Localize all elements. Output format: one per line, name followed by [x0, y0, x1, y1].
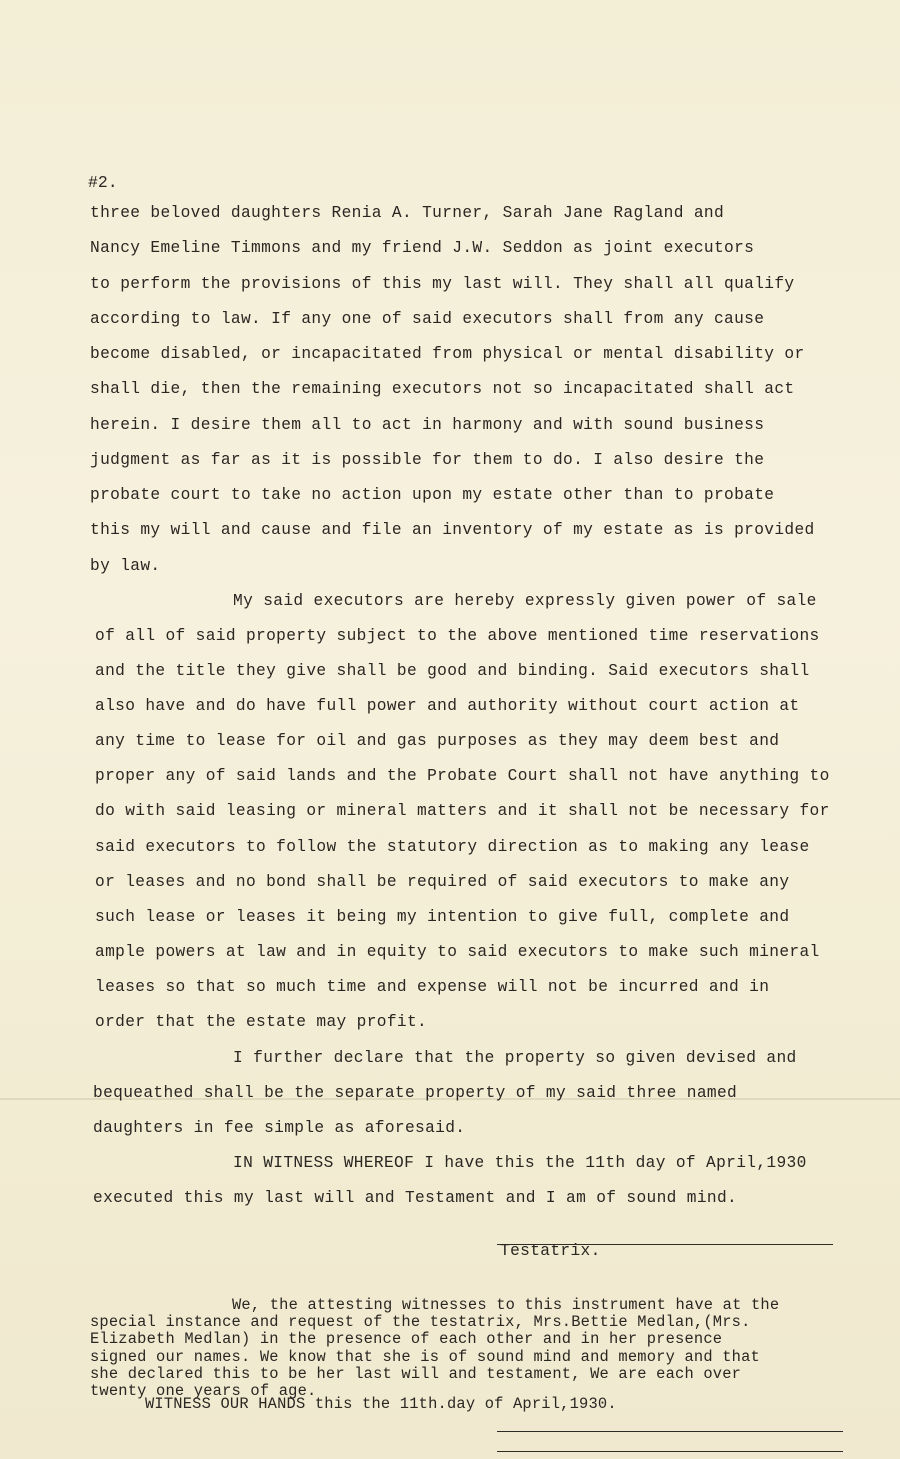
paragraph-2-line: said executors to follow the statutory direction as to making any lease [95, 838, 810, 856]
paragraph-1-line: by law. [90, 557, 161, 575]
paragraph-2-line: ample powers at law and in equity to said executors to make such mineral [95, 943, 820, 961]
attestation-line: she declared this to be her last will and testament, We are each over [90, 1365, 742, 1383]
paragraph-2-line: and the title they give shall be good and binding. Said executors shall [95, 662, 810, 680]
witness-whereof-line: executed this my last will and Testament and I am of sound mind. [93, 1189, 738, 1207]
paragraph-1-line: this my will and cause and file an inventory of my estate as is provided [90, 521, 815, 539]
paragraph-1-line: Nancy Emeline Timmons and my friend J.W. Seddon as joint executors [90, 239, 755, 257]
paragraph-1-line: to perform the provisions of this my last will. They shall all qualify [90, 275, 795, 293]
paragraph-2-line: or leases and no bond shall be required of said executors to make any [95, 873, 790, 891]
paragraph-2-line: leases so that so much time and expense will not be incurred and in [95, 978, 770, 996]
witness-signature-line [497, 1451, 843, 1452]
testatrix-label: Testatrix. [500, 1242, 601, 1260]
paragraph-2-line: also have and do have full power and authority without court action at [95, 697, 800, 715]
paragraph-1-line: three beloved daughters Renia A. Turner, Sarah Jane Ragland and [90, 204, 725, 222]
paragraph-2-line: My said executors are hereby expressly given power of sale [233, 592, 817, 610]
attestation-line: Elizabeth Medlan) in the presence of each other and in her presence [90, 1330, 723, 1348]
witness-hands-line: WITNESS OUR HANDS this the 11th.day of April,1930. [145, 1395, 617, 1413]
paragraph-1-line: become disabled, or incapacitated from physical or mental disability or [90, 345, 805, 363]
paragraph-3-line: daughters in fee simple as aforesaid. [93, 1119, 466, 1137]
attestation-line: twenty one years of age. [90, 1382, 317, 1400]
paragraph-1-line: probate court to take no action upon my estate other than to probate [90, 486, 775, 504]
paragraph-2-line: such lease or leases it being my intention to give full, complete and [95, 908, 790, 926]
paragraph-2-line: do with said leasing or mineral matters and it shall not be necessary for [95, 802, 830, 820]
paragraph-3-line: I further declare that the property so given devised and [233, 1049, 797, 1067]
paragraph-2-line: proper any of said lands and the Probate Court shall not have anything to [95, 767, 830, 785]
attestation-line: signed our names. We know that she is of sound mind and memory and that [90, 1348, 760, 1366]
paragraph-1-line: according to law. If any one of said executors shall from any cause [90, 310, 765, 328]
attestation-line: special instance and request of the testatrix, Mrs.Bettie Medlan,(Mrs. [90, 1313, 751, 1331]
witness-whereof-line: IN WITNESS WHEREOF I have this the 11th day of April,1930 [233, 1154, 807, 1172]
paragraph-1-line: herein. I desire them all to act in harmony and with sound business [90, 416, 765, 434]
attestation-line: We, the attesting witnesses to this instrument have at the [232, 1296, 780, 1314]
paragraph-2-line: order that the estate may profit. [95, 1013, 428, 1031]
paragraph-2-line: of all of said property subject to the above mentioned time reservations [95, 627, 820, 645]
paragraph-3-line: bequeathed shall be the separate property of my said three named [93, 1084, 738, 1102]
witness-signature-line [497, 1431, 843, 1432]
paragraph-1-line: shall die, then the remaining executors not so incapacitated shall act [90, 380, 795, 398]
paragraph-2-line: any time to lease for oil and gas purposes as they may deem best and [95, 732, 780, 750]
page-number: #2. [88, 173, 118, 192]
paragraph-1-line: judgment as far as it is possible for them to do. I also desire the [90, 451, 765, 469]
